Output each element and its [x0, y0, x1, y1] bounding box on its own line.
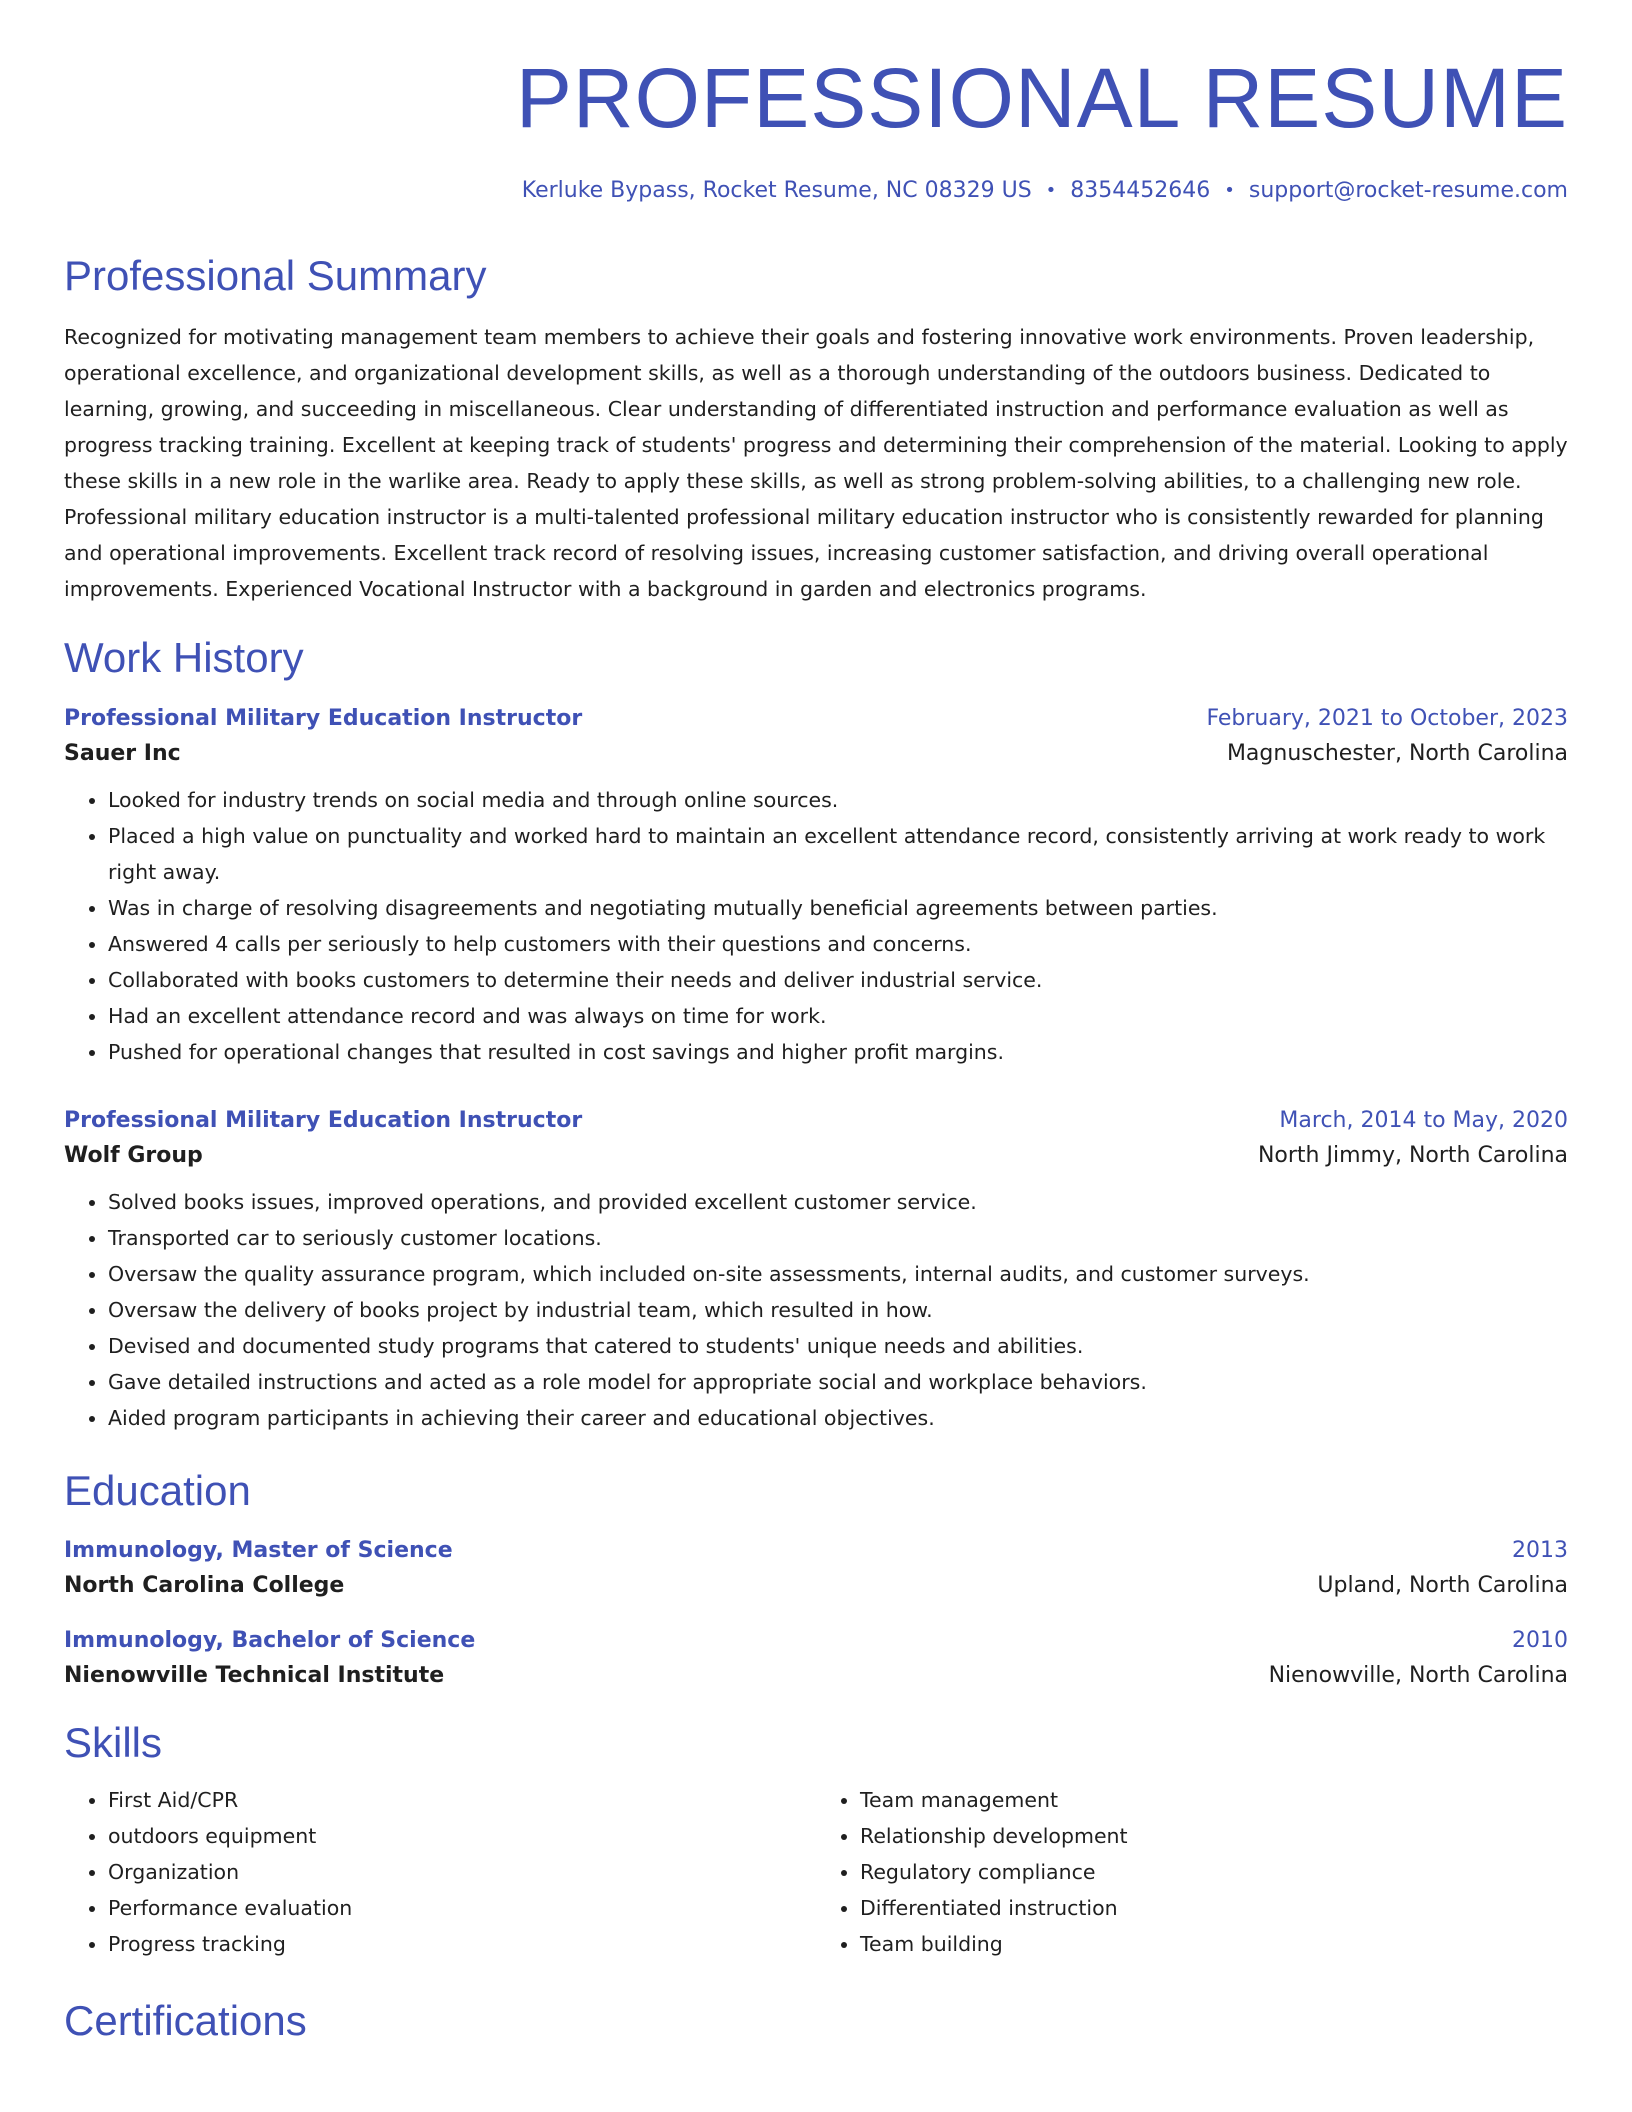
- list-item: • Progress tracking: [108, 1926, 816, 1962]
- skills-list-right: [816, 1782, 1568, 1962]
- job-title: Professional Military Education Instructor: [64, 1107, 583, 1133]
- education-year: 2013: [1512, 1537, 1568, 1563]
- education-entry: [64, 1628, 1568, 1688]
- education-school: Nienowville Technical Institute: [64, 1662, 445, 1688]
- list-item: • Gave detailed instructions and acted as a role model for appropriate social and workplace behaviors.: [108, 1364, 1568, 1400]
- job-dates: February, 2021 to October, 2023: [1206, 705, 1568, 731]
- contact-line: [64, 178, 1568, 204]
- list-item: • Organization: [108, 1854, 816, 1890]
- education-year: 2010: [1512, 1627, 1568, 1653]
- skills-heading: Skills: [64, 1718, 163, 1766]
- work-history-section: [64, 633, 1568, 1435]
- education-school: North Carolina College: [64, 1572, 345, 1598]
- job-bullets: [64, 1184, 1568, 1436]
- list-item: • Differentiated instruction: [860, 1890, 1568, 1926]
- list-item: • Looked for industry trends on social media and through online sources.: [108, 782, 1568, 818]
- list-item: • Team building: [860, 1926, 1568, 1962]
- summary-heading: Professional Summary: [64, 251, 487, 299]
- list-item: • Solved books issues, improved operations, and provided excellent customer service.: [108, 1184, 1568, 1220]
- education-location: Upland, North Carolina: [1317, 1572, 1568, 1598]
- list-item: • Placed a high value on punctuality and worked hard to maintain an excellent attendance record, consistently arriving at work ready to work right away.: [108, 818, 1568, 890]
- education-entry: [64, 1538, 1568, 1598]
- summary-section: [64, 251, 1568, 607]
- list-item: • Relationship development: [860, 1818, 1568, 1854]
- job-entry: [64, 706, 1568, 1070]
- contact-address: Kerluke Bypass, Rocket Resume, NC 08329 US: [521, 178, 1032, 204]
- skills-columns: [64, 1782, 1568, 1962]
- job-bullets: [64, 782, 1568, 1070]
- list-item: • Devised and documented study programs that catered to students' unique needs and abilities.: [108, 1328, 1568, 1364]
- contact-phone[interactable]: 8354452646: [1070, 178, 1211, 204]
- list-item: • Pushed for operational changes that resulted in cost savings and higher profit margins.: [108, 1034, 1568, 1070]
- job-entry: [64, 1108, 1568, 1436]
- list-item: • Oversaw the delivery of books project by industrial team, which resulted in how.: [108, 1292, 1568, 1328]
- job-dates: March, 2014 to May, 2020: [1279, 1107, 1568, 1133]
- skills-list-left: [64, 1782, 816, 1962]
- education-section: [64, 1466, 1568, 1688]
- education-heading: Education: [64, 1466, 251, 1514]
- list-item: • Was in charge of resolving disagreements and negotiating mutually beneficial agreements between parties.: [108, 890, 1568, 926]
- contact-email[interactable]: support@rocket-resume.com: [1248, 178, 1568, 204]
- list-item: • Had an excellent attendance record and was always on time for work.: [108, 998, 1568, 1034]
- work-history-heading: Work History: [64, 634, 304, 682]
- list-item: • Regulatory compliance: [860, 1854, 1568, 1890]
- education-location: Nienowville, North Carolina: [1268, 1662, 1568, 1688]
- contact-separator: •: [1045, 180, 1057, 202]
- job-company: Sauer Inc: [64, 740, 181, 766]
- job-title: Professional Military Education Instructor: [64, 705, 583, 731]
- list-item: • Performance evaluation: [108, 1890, 816, 1926]
- education-degree: Immunology, Bachelor of Science: [64, 1627, 476, 1653]
- list-item: • Transported car to seriously customer locations.: [108, 1220, 1568, 1256]
- list-item: • Oversaw the quality assurance program, which included on-site assessments, internal audits, and customer surveys.: [108, 1256, 1568, 1292]
- summary-text: Recognized for motivating management team members to achieve their goals and fostering innovative work environments. Proven leadership, operational excellence, and organizational development skills, as well as a thorough understanding of the outdoors business. Dedicated to learning, growing, and succeeding in miscellaneous. Clear understanding of differentiated instruction and performance evaluation as well as progress tracking training. Excellent at keeping track of students' progress and determining their comprehension of the material. Looking to apply these skills in a new role in the warlike area. Ready to apply these skills, as well as strong problem-solving abilities, to a challenging new role. Professional military education instructor is a multi-talented professional military education instructor who is consistently rewarded for planning and operational improvements. Excellent track record of resolving issues, increasing customer satisfaction, and driving overall operational improvements. Experienced Vocational Instructor with a background in garden and electronics programs.: [64, 325, 1568, 602]
- list-item: • Aided program participants in achieving their career and educational objectives.: [108, 1400, 1568, 1436]
- list-item: • First Aid/CPR: [108, 1782, 816, 1818]
- job-location: North Jimmy, North Carolina: [1257, 1142, 1568, 1168]
- job-company: Wolf Group: [64, 1142, 203, 1168]
- job-location: Magnuschester, North Carolina: [1226, 740, 1568, 766]
- certifications-section: [64, 1996, 1568, 2046]
- list-item: • outdoors equipment: [108, 1818, 816, 1854]
- certifications-heading: Certifications: [64, 1997, 307, 2045]
- list-item: • Team management: [860, 1782, 1568, 1818]
- education-degree: Immunology, Master of Science: [64, 1537, 453, 1563]
- skills-section: [64, 1718, 1568, 1962]
- page-title: PROFESSIONAL RESUME: [515, 51, 1568, 145]
- list-item: • Collaborated with books customers to determine their needs and deliver industrial service.: [108, 962, 1568, 998]
- list-item: • Answered 4 calls per seriously to help customers with their questions and concerns.: [108, 926, 1568, 962]
- contact-separator: •: [1224, 180, 1235, 202]
